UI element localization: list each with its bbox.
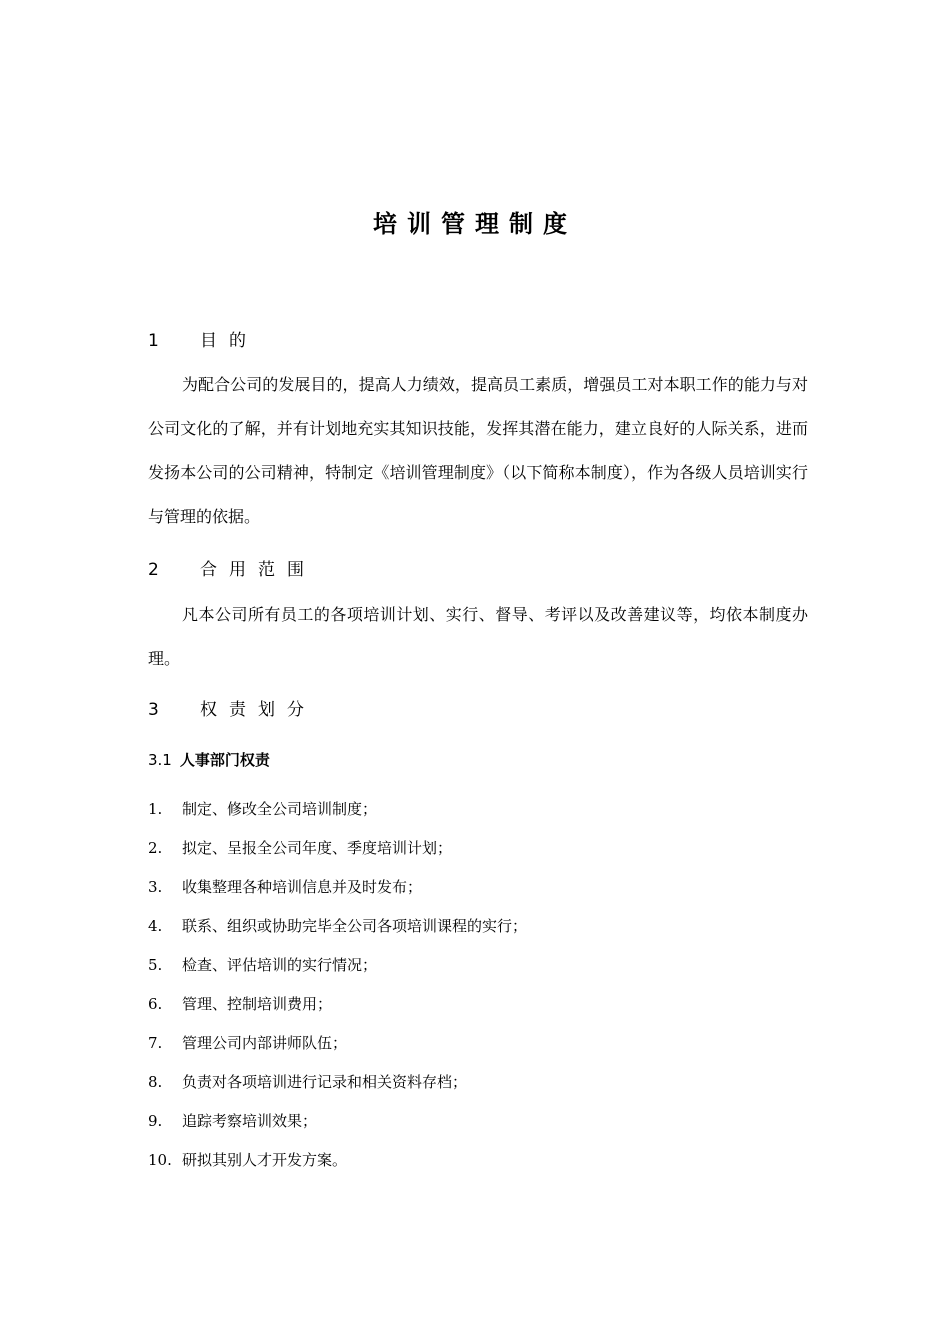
list-item-number: 1. bbox=[148, 800, 163, 818]
list-item-text: 制定、修改全公司培训制度； bbox=[182, 800, 378, 818]
section-title: 权责划分 bbox=[200, 700, 316, 720]
list-item-text: 管理、控制培训费用； bbox=[182, 995, 333, 1013]
section-title: 合用范围 bbox=[200, 560, 316, 580]
list-item-number: 8. bbox=[148, 1073, 163, 1091]
list-item bbox=[148, 952, 527, 991]
subsection-title: 人事部门权责 bbox=[179, 751, 270, 769]
list-item-text: 管理公司内部讲师队伍； bbox=[182, 1034, 348, 1052]
subsection-number: 3.1 bbox=[148, 751, 172, 769]
list-item bbox=[148, 796, 527, 835]
list-item-text: 负责对各项培训进行记录和相关资料存档； bbox=[182, 1073, 468, 1091]
list-item bbox=[148, 1030, 527, 1069]
list-item bbox=[148, 835, 527, 874]
list-item bbox=[148, 1147, 527, 1186]
list-item bbox=[148, 913, 527, 952]
list-item-text: 追踪考察培训效果； bbox=[182, 1112, 318, 1130]
list-item-text: 联系、组织或协助完毕全公司各项培训课程的实行； bbox=[182, 917, 528, 935]
document-title: 培训管理制度 bbox=[373, 210, 577, 238]
section-paragraph-1: 为配合公司的发展目的，提高人力绩效，提高员工素质，增强员工对本职工作的能力与对公司文化的了解，并有计划地充实其知识技能，发挥其潜在能力，建立良好的人际关系，进而发扬本公司的公司精神，特制定《培训管理制度》（以下简称本制度），作为各级人员培训实行与管理的依据。 bbox=[148, 375, 808, 526]
section-heading-3 bbox=[148, 695, 316, 720]
list-item-number: 5. bbox=[148, 956, 163, 974]
list-item bbox=[148, 991, 527, 1030]
list-item-number: 7. bbox=[148, 1034, 163, 1052]
list-item-number: 4. bbox=[148, 917, 163, 935]
section-number: 1 bbox=[148, 331, 159, 351]
section-heading-1 bbox=[148, 326, 258, 351]
list-item bbox=[148, 1069, 527, 1108]
section-number: 3 bbox=[148, 700, 159, 720]
duties-list bbox=[148, 796, 527, 1186]
list-item-text: 收集整理各种培训信息并及时发布； bbox=[182, 878, 423, 896]
list-item bbox=[148, 874, 527, 913]
list-item-text: 检查、评估培训的实行情况； bbox=[182, 956, 378, 974]
list-item-number: 2. bbox=[148, 839, 163, 857]
list-item-number: 9. bbox=[148, 1112, 163, 1130]
list-item-number: 10. bbox=[148, 1151, 172, 1169]
section-number: 2 bbox=[148, 560, 159, 580]
section-paragraph-2: 凡本公司所有员工的各项培训计划、实行、督导、考评以及改善建议等，均依本制度办理。 bbox=[148, 605, 808, 668]
section-heading-2 bbox=[148, 555, 316, 580]
list-item-number: 3. bbox=[148, 878, 163, 896]
list-item-text: 研拟其别人才开发方案。 bbox=[182, 1151, 348, 1169]
subsection-heading bbox=[148, 749, 270, 770]
list-item-number: 6. bbox=[148, 995, 163, 1013]
list-item bbox=[148, 1108, 527, 1147]
section-title: 目的 bbox=[200, 331, 258, 351]
list-item-text: 拟定、呈报全公司年度、季度培训计划； bbox=[182, 839, 453, 857]
